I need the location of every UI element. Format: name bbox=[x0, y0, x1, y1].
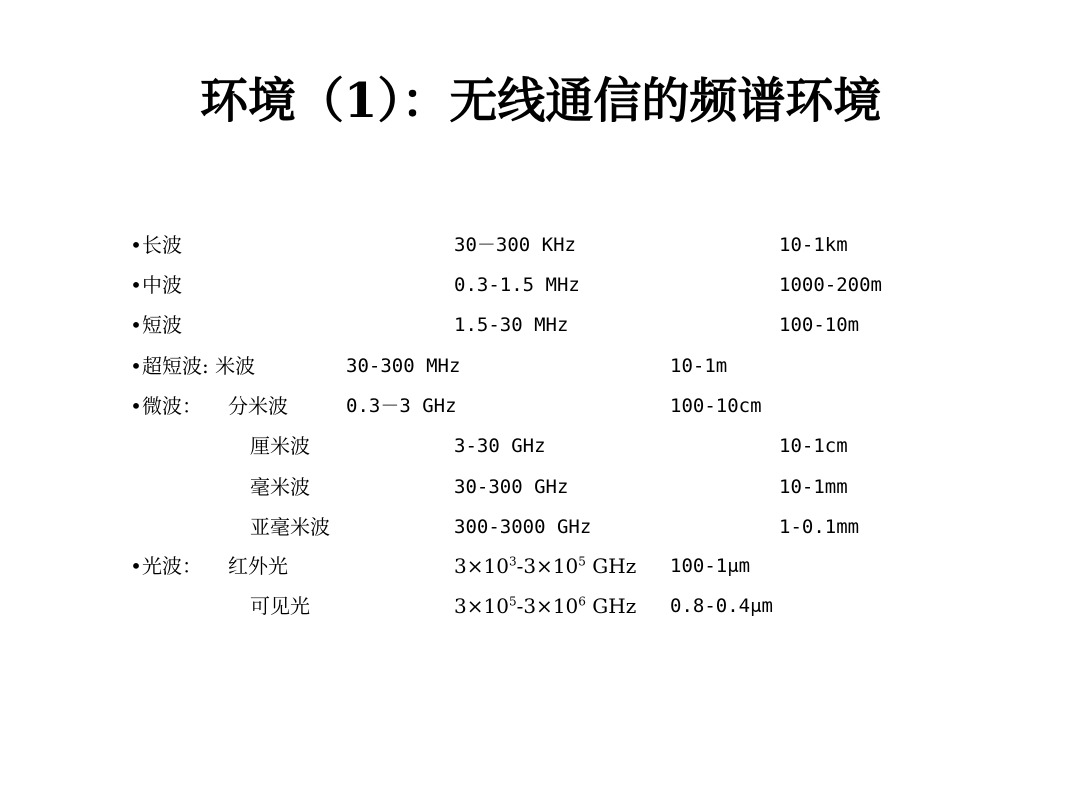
slide-title: 环境（1）：无线通信的频谱环境 bbox=[200, 73, 882, 129]
band-label: •长波 bbox=[130, 225, 182, 265]
band-label: •微波： bbox=[130, 386, 202, 426]
bullet: • bbox=[130, 313, 142, 337]
sub-band-label: 亚毫米波 bbox=[250, 515, 330, 539]
list-item bbox=[0, 346, 1080, 386]
frequency-range: 1.5-30 MHz bbox=[454, 314, 569, 336]
list-item bbox=[0, 386, 1080, 426]
frequency-range: 30-300 GHz bbox=[454, 476, 569, 498]
wavelength-range: 10-1m bbox=[670, 355, 728, 377]
bullet: • bbox=[130, 233, 142, 257]
list-item bbox=[0, 265, 1080, 305]
frequency-range: 3-30 GHz bbox=[454, 435, 546, 457]
wavelength-range: 0.8-0.4μm bbox=[670, 595, 773, 617]
sub-band-label: 厘米波 bbox=[250, 434, 310, 458]
bullet: • bbox=[130, 394, 142, 418]
wavelength-range: 10-1cm bbox=[779, 435, 848, 457]
wavelength-range: 100-1μm bbox=[670, 555, 751, 577]
frequency-range: $3\times 10^3-3\times 10^5$ GHz bbox=[454, 554, 637, 578]
bullet: • bbox=[130, 273, 142, 297]
sub-band-label: 毫米波 bbox=[250, 475, 310, 499]
list-item bbox=[0, 467, 1080, 507]
frequency-range: 30-300 MHz bbox=[346, 355, 461, 377]
frequency-range: $3\times 10^5-3\times 10^6$ GHz bbox=[454, 594, 637, 618]
wavelength-range: 100-10m bbox=[779, 314, 860, 336]
wavelength-range: 10-1mm bbox=[779, 476, 848, 498]
frequency-range: 0.3-1.5 MHz bbox=[454, 274, 580, 296]
band-label: •中波 bbox=[130, 265, 182, 305]
band-label: •短波 bbox=[130, 305, 182, 345]
list-item bbox=[0, 426, 1080, 466]
frequency-range: 0.3－3 GHz bbox=[346, 395, 457, 417]
list-item bbox=[0, 507, 1080, 547]
sub-band-label: 分米波 bbox=[228, 394, 288, 418]
frequency-range: 300-3000 GHz bbox=[454, 516, 592, 538]
list-item bbox=[0, 305, 1080, 345]
wavelength-range: 1000-200m bbox=[779, 274, 882, 296]
list-item bbox=[0, 586, 1080, 626]
wavelength-range: 100-10cm bbox=[670, 395, 762, 417]
band-label: •光波： bbox=[130, 546, 202, 586]
bullet: • bbox=[130, 554, 142, 578]
bullet: • bbox=[130, 354, 142, 378]
list-item bbox=[0, 546, 1080, 586]
sub-band-label: 可见光 bbox=[250, 594, 310, 618]
sub-band-label: 红外光 bbox=[228, 554, 288, 578]
list-item bbox=[0, 225, 1080, 265]
frequency-range: 30－300 KHz bbox=[454, 234, 576, 256]
wavelength-range: 10-1km bbox=[779, 234, 848, 256]
band-label: •超短波: 米波 bbox=[130, 346, 255, 386]
wavelength-range: 1-0.1mm bbox=[779, 516, 860, 538]
